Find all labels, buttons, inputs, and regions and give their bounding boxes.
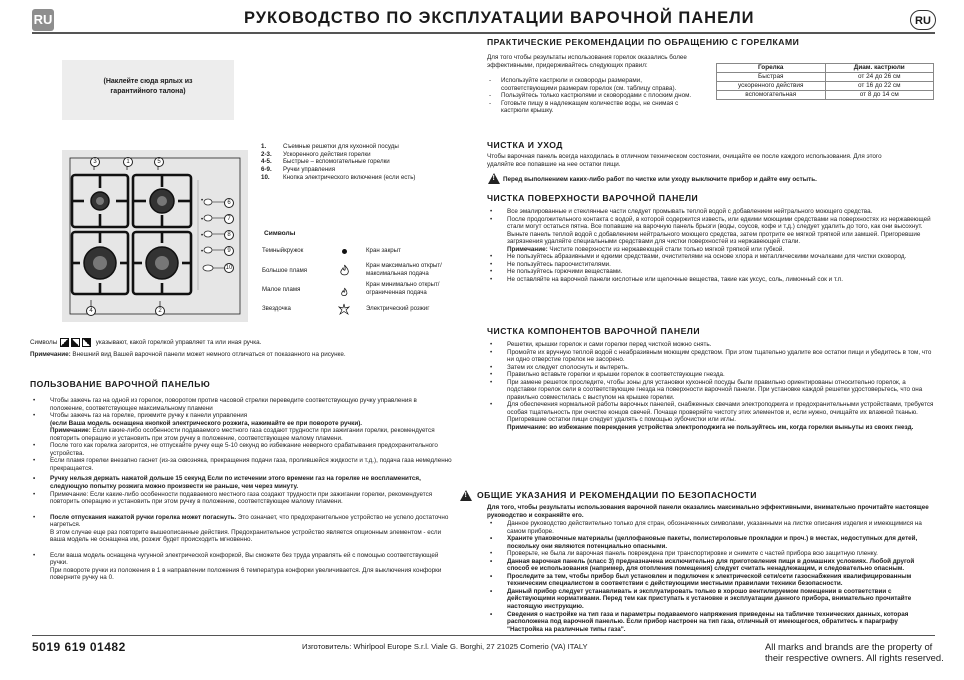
practical-heading: ПРАКТИЧЕСКИЕ РЕКОМЕНДАЦИИ ПО ОБРАЩЕНИЮ С ГОРЕЛКАМИ: [487, 37, 800, 47]
svg-text:•: •: [201, 249, 204, 255]
list-item: • Затем их следует сполоснуть и вытереть.: [487, 364, 934, 372]
warning-icon: [488, 173, 500, 184]
list-item: • Сведения о настройке на тип газа и параметры подаваемого напряжения приведены на табличке технических данных, которая расположена под варочной панелью. Если прибор настроен на тип газа, отличный от имеющегося, обратитесь к параграфу "Настройка на различные типы газа".: [487, 611, 934, 634]
list-item: • Не пользуйтесь пароочистителями.: [487, 261, 934, 269]
list-item: • Не пользуйтесь абразивными и едкими средствами, очистителями на основе хлора и металлическими мочалками для чистки сковород.: [487, 253, 934, 261]
list-item: - Используйте кастрюли и сковороды размерами, соответствующими размерам горелок (см. таблицу справа).: [487, 77, 695, 92]
cleaning-text: Чтобы варочная панель всегда находилась в отличном техническом состоянии, очищайте ее после каждого использования. Для этого удаляйте все попавшие на нее остатки пищи.: [487, 153, 882, 168]
list-item: • После продолжительного контакта с водой, в которой содержится известь, или едкими моющими средствами на поверхностях из нержавеющей стали могут остаться пятна. Все попавшие на варочную панель брызги (воды, соусов, кофе и т.д.) следует удалить до того, как они высохнут.: [487, 216, 934, 231]
list-item: • Ручку нельзя держать нажатой дольше 15 секунд Если по истечении этого времени газ на горелке не воспламенится, следующую попытку розжига можно произвести не раньше, чем через минуту.: [30, 475, 452, 490]
callout-3: 3: [90, 157, 100, 167]
list-item: • Чтобы зажечь газ на одной из горелок, поворотом против часовой стрелки переведите соответствующую ручку управления в положение, соответствующее максимальному пламени: [30, 397, 452, 412]
appearance-note: Примечание: Внешний вид Вашей варочной панели может немного отличаться от показанного на рисунке.: [30, 351, 346, 358]
symbol-desc-ignition: Электрический розжиг: [366, 305, 430, 312]
symbol-desc-min: Кран минимально открыт/ ограниченная подача: [366, 281, 440, 296]
list-item: • Чтобы зажечь газ на горелке, прижмите ручку к панели управления: [30, 412, 452, 420]
safety-intro: Для того, чтобы результаты использования варочной панели оказались максимально эффективными, внимательно прочитайте настоящее руководство и сохраняйте его.: [487, 504, 929, 519]
manufacturer-info: Изготовитель: Whirlpool Europe S.r.l. Viale G. Borghi, 27 21025 Comerio (VA) ITALY: [302, 642, 588, 651]
practical-intro: Для того чтобы результаты использования горелок оказались более эффективными, придерживайтесь следующих правил:: [487, 54, 687, 69]
list-item: - Пользуйтесь только кастрюлями и сковородами с плоским дном.: [487, 92, 695, 100]
callout-10: 10: [225, 265, 233, 271]
list-item: Выньте панель теплой водой с добавлением нейтрального моющего средства, затем протрите ее мягкой тряпкой или замшей. Пригоревшие загрязнения удаляйте специальными средствами для чистки поверхностей из нержавеющей стали.: [507, 230, 921, 246]
list-item: • Проверьте, не была ли варочная панель повреждена при транспортировке и снимите с частей прибора всю защитную пленку.: [487, 550, 934, 558]
svg-text:•: •: [201, 217, 204, 223]
large-flame-icon: [339, 263, 350, 281]
symbols-heading: Символы: [264, 230, 296, 237]
list-item: • Если пламя горелки внезапно гаснет (из-за сквозняка, прекращения подачи газа, пролившейся жидкости и т.д.), подача газа немедленно прекращается.: [30, 457, 452, 472]
parts-legend: [261, 143, 461, 182]
callout-1: 1: [123, 157, 133, 167]
list-item: В этом случае еще раз повторите вышеописанные действия. Предохранительное устройство является опционным элементом - если ваша модель не оснащена им, розжиг будет происходить мгновенно.: [50, 528, 442, 544]
list-item: • Не оставляйте на варочной панели кислотные или щелочные вещества, такие как уксус, соль, лимонный сок и т.п.: [487, 276, 934, 284]
table-row: ускоренного действия от 16 до 22 см: [717, 82, 934, 91]
safety-heading: ОБЩИЕ УКАЗАНИЯ И РЕКОМЕНДАЦИИ ПО БЕЗОПАСНОСТИ: [477, 490, 757, 500]
knob-symbol-icon: [71, 338, 80, 347]
sticker-text-line1: (Наклейте сюда ярлых из: [103, 78, 193, 85]
list-item: • Для обеспечения нормальной работы варочных панелей, снабженных свечами электроподжига и предохранительными устройствами, требуется особая тщательность при очистке концов свечей. Почаще проверяйте чистоту этих элементов и, если нужно, очищайте их влажной тканью. Пригоревшие остатки пищи следует удалять с помощью зубочистки или иглы.: [487, 401, 934, 424]
list-item: • Данное руководство действительно только для стран, обозначенных символами, указанными на листке описания изделия и имеющимися на самом приборе.: [487, 520, 934, 535]
usage-list: [30, 397, 452, 582]
callout-5: 5: [154, 157, 164, 167]
callout-4: 4: [86, 306, 96, 316]
list-item: • Правильно вставьте горелки и крышки горелок в соответствующие гнезда.: [487, 371, 934, 379]
cleaning-warning: Перед выполнением каких-либо работ по чистке или уходу выключите прибор и дайте ему остыть.: [503, 176, 817, 183]
usage-heading: ПОЛЬЗОВАНИЕ ВАРОЧНОЙ ПАНЕЛЬЮ: [30, 379, 211, 389]
symbols-note: Символы указывают, какой горелкой управляет та или иная ручка.: [30, 339, 262, 347]
table-header: Горелка: [717, 64, 826, 73]
surface-heading: ЧИСТКА ПОВЕРХНОСТИ ВАРОЧНОЙ ПАНЕЛИ: [487, 193, 699, 203]
list-item: Примечание: во избежание повреждения устройства электроподжига не пользуйтесь им, когда горелки выньуты из своих гнезд.: [507, 424, 914, 432]
svg-text:•: •: [201, 233, 204, 239]
language-badge-right: RU: [910, 10, 936, 30]
list-item: • Примечание: Если какие-либо особенности подаваемого местного газа создают трудности при зажигании горелки, рекомендуется повторить операцию и установить при этом ручку в положение, соответствующее малому пламени.: [30, 491, 452, 506]
trademark-notice: All marks and brands are the property of their respective owners. All rights reserved.: [765, 641, 944, 663]
table-row: вспомогательная от 8 до 14 см: [717, 91, 934, 100]
legend-item: 4-5. Быстрые – вспомогательные горелки: [261, 158, 390, 166]
footer-divider: [32, 635, 935, 636]
document-code: 5019 619 01482: [32, 640, 126, 654]
callout-7: 7: [224, 214, 234, 224]
list-item: • Промойте их вручную теплой водой с неабразивным моющим средством. При этом тщательно удалите все остатки пищи и убедитесь в том, что ни одно отверстие горелок не засорено.: [487, 349, 934, 364]
list-item: При повороте ручки из положения в 1 в направлении положения 6 температура конфорки увеличивается. Для выключения конфорки поверните ручку на 0.: [50, 566, 442, 582]
language-badge-left: RU: [32, 9, 54, 31]
legend-item: 10. Кнопка электрического включения (если есть): [261, 173, 416, 181]
safety-list: [487, 520, 934, 633]
list-item: • После отпускания нажатой ручки горелка может погаснуть. Это означает, что предохранительное устройство не успело достаточно нагреться.: [30, 514, 452, 529]
sticker-text-line2: гарантийного талона): [110, 88, 186, 95]
legend-item: 1. Съемные решетки для кухонной посуды: [261, 143, 399, 150]
symbol-desc-closed: Кран закрыт: [366, 247, 401, 254]
list-item: - Готовьте пищу в надлежащем количестве воды, не снимая с кастрюли крышку.: [487, 100, 695, 115]
components-list: [487, 341, 934, 432]
list-item: • Все эмалированные и стеклянные части следует промывать теплой водой с добавлением нейтрального моющего средства.: [487, 208, 934, 216]
symbol-name-closed: Темныйкружок: [262, 247, 304, 254]
dark-circle-icon: [342, 249, 347, 254]
legend-item: 2-3. Ускоренного действия горелки: [261, 150, 371, 158]
list-item: • Решетки, крышки горелок и сами горелки перед чисткой можно снять.: [487, 341, 934, 349]
cleaning-heading: ЧИСТКА И УХОД: [487, 140, 563, 150]
burner-table: [716, 63, 934, 100]
warning-icon: [460, 490, 472, 501]
warranty-sticker-area: [62, 60, 234, 120]
knob-symbol-icon: [60, 338, 69, 347]
legend-item: 6-9. Ручки управления: [261, 166, 336, 174]
components-heading: ЧИСТКА КОМПОНЕНТОВ ВАРОЧНОЙ ПАНЕЛИ: [487, 326, 701, 336]
list-item: • Проследите за тем, чтобы прибор был установлен и подключен к электрической сети/сети газоснабжения квалифицированным техническим специалистом в соответствии с действующими местными правилами техники безопасности.: [487, 573, 934, 588]
header-divider: [32, 32, 935, 34]
hob-diagram: [62, 150, 248, 322]
list-item: • Не пользуйтесь горючими веществами.: [487, 268, 934, 276]
list-item: Примечание: Чистите поверхности из нержавеющей стали только мягкой тряпкой или губкой.: [507, 245, 785, 253]
practical-list: [487, 77, 695, 115]
spark-star-icon: [338, 302, 350, 320]
table-header: Диам. кастрюли: [825, 64, 934, 73]
callout-2: 2: [155, 306, 165, 316]
list-item: • После того как горелка загорится, не отпускайте ручку еще 5-10 секунд во избежание неверного срабатывания предохранительного устройства.: [30, 442, 452, 457]
list-item: • Данный прибор следует устанавливать и эксплуатировать только в хорошо вентилируемом помещении в соответствии с действующими нормативами. Перед тем как приступать к установке и эксплуатации данного прибора, внимательно прочитайте настоящую инструкцию.: [487, 588, 934, 611]
small-flame-icon: [340, 284, 349, 302]
knob-symbol-icon: [82, 338, 91, 347]
callout-9: 9: [224, 246, 234, 256]
list-item: Примечание: Если какие-либо особенности подаваемого местного газа создают трудности при зажигании горелки, рекомендуется повторить операцию и установить при этом ручку в положение, соответствующее малому пламени.: [50, 427, 435, 442]
symbol-name-max: Большое пламя: [262, 267, 308, 274]
table-row: Быстрая от 24 до 26 см: [717, 73, 934, 82]
callout-8: 8: [224, 230, 234, 240]
symbol-name-min: Малое пламя: [262, 286, 301, 293]
callout-6: 6: [224, 198, 234, 208]
list-item: • При замене решеток проследите, чтобы зоны для установки кухонной посуды были правильно ориентированы относительно горелок, а подставки горелок сели в соответствующие гнезда на поверхности варочной панели. При установке каждой решетки удостоверьтесь, что она правильно совместилась с выступом на крышке горелки.: [487, 379, 934, 402]
symbol-desc-max: Кран максимально открыт/ максимальная подача: [366, 262, 442, 277]
list-item: • Данная варочная панель (класс 3) предназначена исключительно для приготовления пищи в домашних условиях. Любой другой способ ее использования (например, для отопления помещения) следует считать ненадлежащим, и следовательно опасным.: [487, 558, 934, 573]
svg-text:•: •: [201, 198, 204, 204]
page-title: РУКОВОДСТВО ПО ЭКСПЛУАТАЦИИ ВАРОЧНОЙ ПАНЕЛИ: [244, 9, 755, 27]
list-item: • Храните упаковочные материалы (целлофановые пакеты, полистироловые прокладки и проч.) в местах, недоступных для детей, поскольку они являются потенциально опасными.: [487, 535, 934, 550]
surface-list: [487, 208, 934, 283]
list-item: • Если ваша модель оснащена чугунной электрической конфоркой, Вы сможете без труда управлять ей с помощью соответствующей ручки.: [30, 552, 452, 567]
symbol-name-ignition: Звездочка: [262, 305, 291, 312]
symbols-panel: [256, 225, 454, 321]
list-item: (если Ваша модель оснащена кнопкой электрического розжига, нажимайте ее при повороте ручки).: [50, 419, 363, 427]
